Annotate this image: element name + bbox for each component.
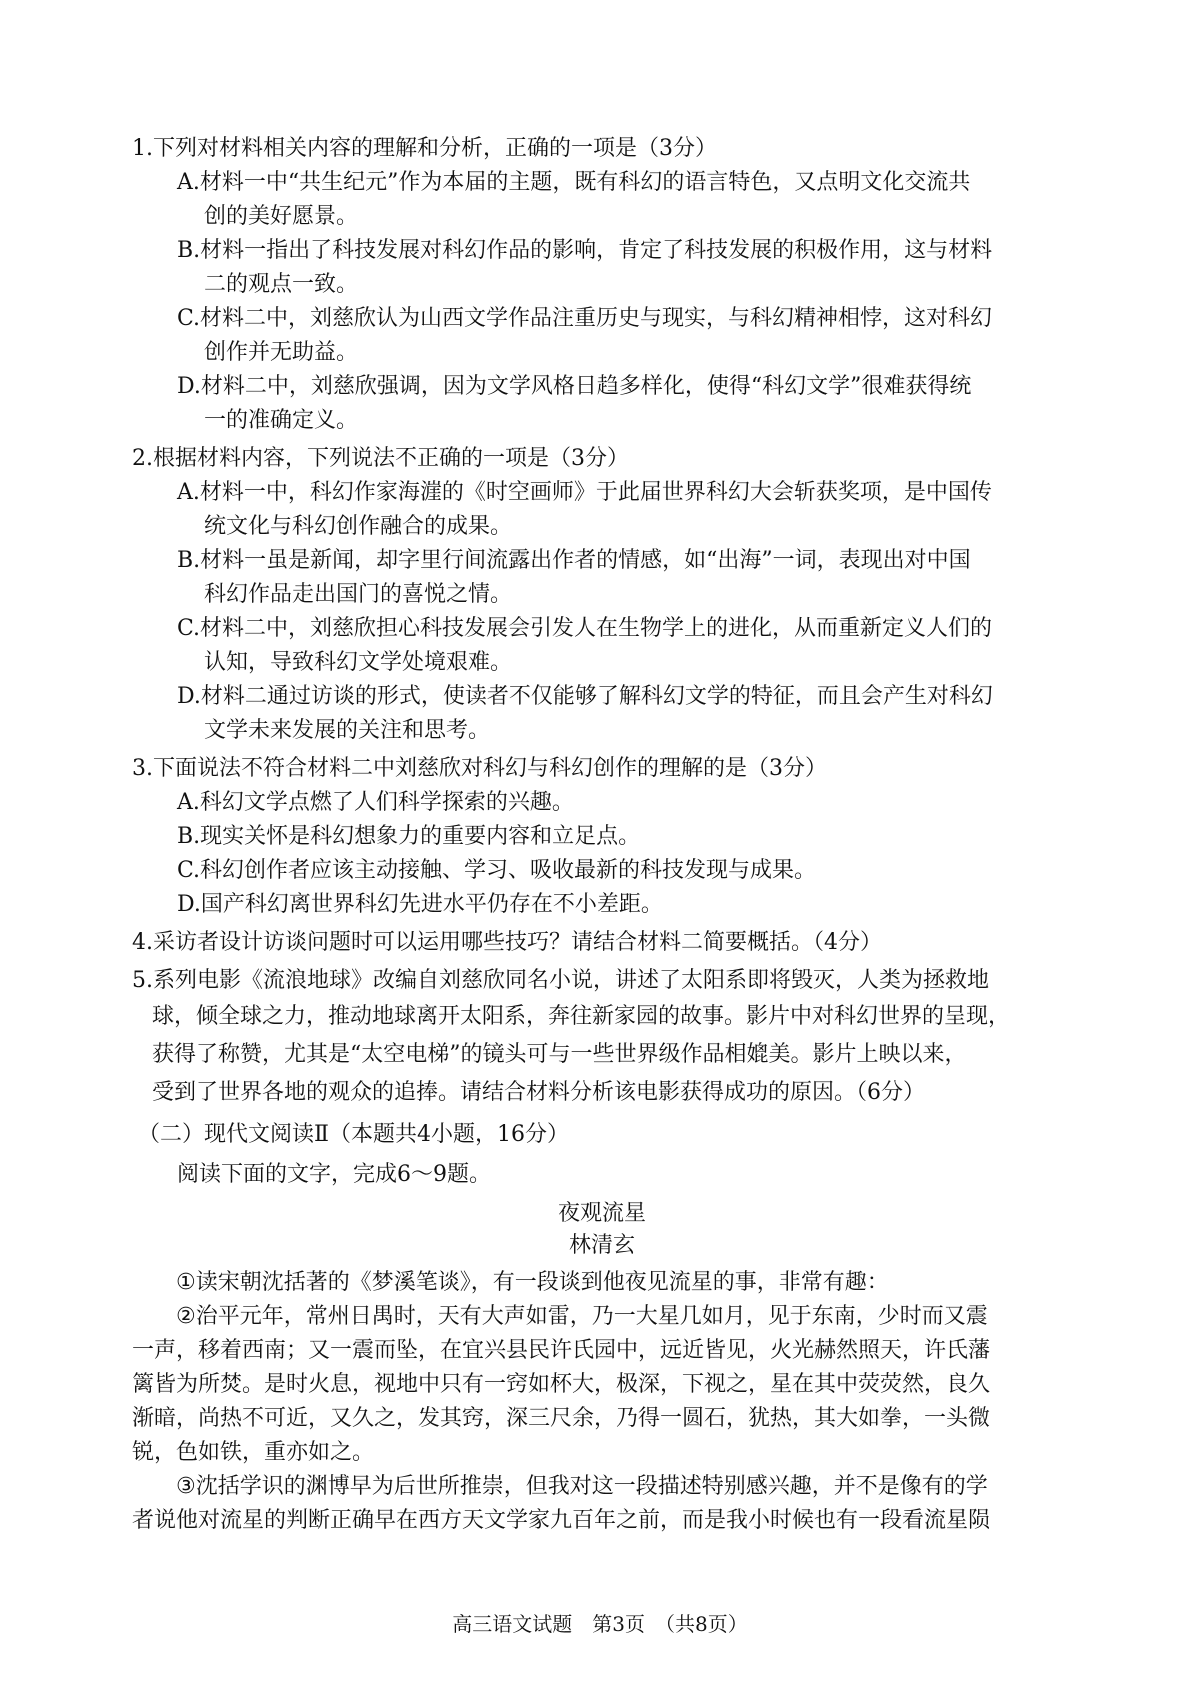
- option-d: D.材料二通过访谈的形式，使读者不仅能够了解科幻文学的特征，而且会产生对科幻 文学未来发展的关注和思考。: [177, 684, 993, 743]
- passage-title: 夜观流星: [557, 1201, 646, 1226]
- option-d: D.材料二中，刘慈欣强调，因为文学风格日趋多样化，使得“科幻文学”很难获得统 一的准确定义。: [177, 374, 972, 433]
- question-3: [132, 752, 1072, 922]
- paragraph-3: ③沈括学识的渊博早为后世所推崇，但我对这一段描述特别感兴趣，并不是像有的学 者说他对流星的判断正确早在西方天文学家九百年之前，而是我小时候也有一段看流星陨: [132, 1474, 991, 1533]
- page-content: [132, 132, 1072, 1538]
- question-stem: 1.下列对材料相关内容的理解和分析，正确的一项是（3分）: [132, 136, 717, 161]
- page-footer: 高三语文试题 第3页 （共8页）: [452, 1612, 748, 1636]
- question-1: [132, 132, 1072, 438]
- question-2: [132, 442, 1072, 748]
- reading-instruction: 阅读下面的文字，完成6～9题。: [177, 1162, 491, 1187]
- question-stem: 3.下面说法不符合材料二中刘慈欣对科幻与科幻创作的理解的是（3分）: [132, 756, 827, 781]
- question-stem: 4.采访者设计访谈问题时可以运用哪些技巧？请结合材料二简要概括。（4分）: [132, 930, 882, 955]
- passage-author: 林清玄: [568, 1233, 635, 1258]
- option-b: B.材料一指出了科技发展对科幻作品的影响，肯定了科技发展的积极作用，这与材料 二的观点一致。: [177, 238, 993, 297]
- option-c: C.材料二中，刘慈欣认为山西文学作品注重历史与现实，与科幻精神相悖，这对科幻 创作并无助益。: [177, 306, 993, 365]
- option-b: B.材料一虽是新闻，却字里行间流露出作者的情感，如“出海”一词，表现出对中国 科幻作品走出国门的喜悦之情。: [177, 548, 971, 607]
- option-a: A.材料一中，科幻作家海漄的《时空画师》于此届世界科幻大会斩获奖项，是中国传 统文化与科幻创作融合的成果。: [177, 480, 992, 539]
- question-stem: 2.根据材料内容，下列说法不正确的一项是（3分）: [132, 446, 629, 471]
- option-a: A.科幻文学点燃了人们科学探索的兴趣。: [177, 790, 574, 815]
- option-c: C.材料二中，刘慈欣担心科技发展会引发人在生物学上的进化，从而重新定义人们的 认知，导致科幻文学处境艰难。: [177, 616, 993, 675]
- question-4: [132, 926, 1072, 960]
- paragraph-1: ①读宋朝沈括著的《梦溪笔谈》，有一段谈到他夜见流星的事，非常有趣：: [176, 1270, 889, 1295]
- option-a: A.材料一中“共生纪元”作为本届的主题，既有科幻的语言特色，又点明文化交流共 创的美好愿景。: [177, 170, 971, 229]
- option-c: C.科幻创作者应该主动接触、学习、吸收最新的科技发现与成果。: [177, 858, 817, 883]
- option-b: B.现实关怀是科幻想象力的重要内容和立足点。: [177, 824, 641, 849]
- passage-body: [132, 1266, 1072, 1538]
- section-heading: （二）现代文阅读Ⅱ（本题共4小题，16分）: [138, 1122, 569, 1147]
- question-stem: 5.系列电影《流浪地球》改编自刘慈欣同名小说，讲述了太阳系即将毁灭，人类为拯救地: [132, 968, 989, 993]
- question-5: 5.系列电影《流浪地球》改编自刘慈欣同名小说，讲述了太阳系即将毁灭，人类为拯救地 球，倾全球之力，推动地球离开太阳系，奔往新家园的故事。影片中对科幻世界的呈现， 获得了称赞，尤其是“太空电梯”的镜头可与一些世界级作品相媲美。影片上映以来， 受到了世界各地的观众的追捧。请结合材料分析该电影获得成功的原因。（6分）: [132, 964, 1072, 1112]
- option-d: D.国产科幻离世界科幻先进水平仍存在不小差距。: [177, 892, 663, 917]
- paragraph-2: ②治平元年，常州日禺时，天有大声如雷，乃一大星几如月，见于东南，少时而又震 一声，移着西南；又一震而坠，在宜兴县民许氏园中，远近皆见，火光赫然照天，许氏藩 篱皆为所焚。是时火息，视地中只有一窍如杯大，极深，下视之，星在其中荧荧然，良久 渐暗，尚热不可近，又久之，发其窍，深三尺余，乃得一圆石，犹热，其大如拳，一头微 锐，色如铁，重亦如之。: [132, 1304, 991, 1465]
